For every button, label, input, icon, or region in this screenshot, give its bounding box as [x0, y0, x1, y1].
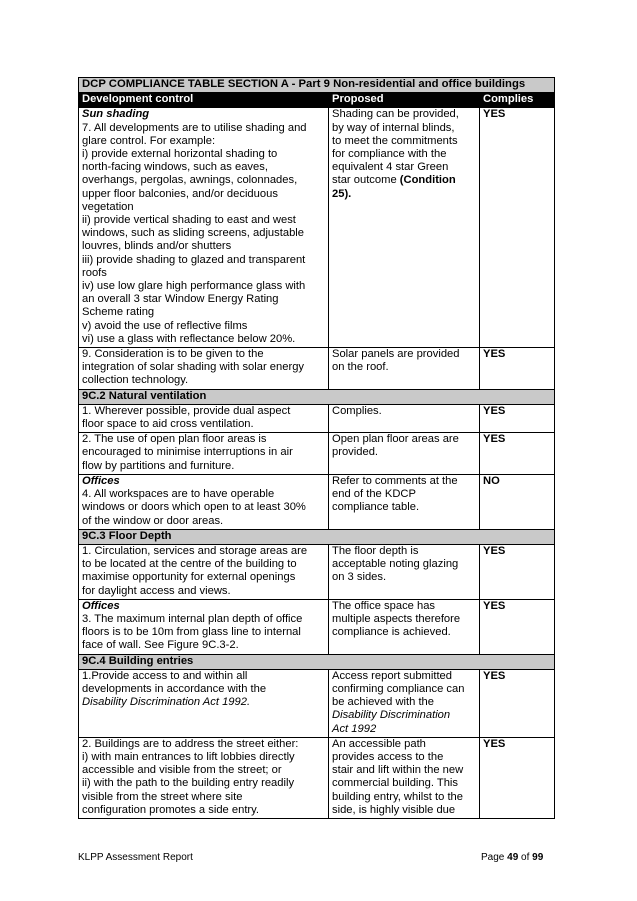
- proposed-line: The office space has: [332, 599, 436, 612]
- proposed-line: side, is highly visible due: [332, 803, 456, 816]
- control-line: ii) provide vertical shading to east and west: [82, 214, 296, 227]
- control-line: flow by partitions and furniture.: [82, 459, 235, 472]
- proposed-line: Refer to comments at the: [332, 474, 458, 487]
- proposed-text: star outcome: [332, 174, 400, 187]
- section-row: [79, 389, 555, 404]
- proposed-line: Open plan floor areas are: [332, 433, 459, 446]
- control-line: glare control. For example:: [82, 134, 216, 147]
- table-row: [79, 348, 555, 390]
- control-cell: [79, 544, 329, 599]
- proposed-cell: [329, 404, 480, 432]
- proposed-line: compliance table.: [332, 501, 420, 514]
- proposed-line: Complies.: [332, 404, 382, 417]
- control-line: configuration promotes a side entry.: [82, 803, 260, 816]
- table-header-row: [79, 93, 555, 108]
- act-reference: Disability Discrimination Act 1992.: [82, 696, 251, 709]
- control-line: 7. All developments are to utilise shading and: [82, 121, 307, 134]
- proposed-cell: [329, 669, 480, 737]
- act-reference: Act 1992: [332, 722, 377, 735]
- proposed-cell: [329, 108, 480, 348]
- complies-cell: YES: [480, 599, 555, 654]
- control-line: an overall 3 star Window Energy Rating: [82, 293, 279, 306]
- control-line: v) avoid the use of reflective films: [82, 319, 248, 332]
- control-line: i) provide external horizontal shading to: [82, 148, 278, 161]
- control-line: roofs: [82, 266, 107, 279]
- proposed-cell: [329, 474, 480, 529]
- control-line: 2. The use of open plan floor areas is: [82, 433, 267, 446]
- complies-cell: YES: [480, 433, 555, 475]
- section-heading: 9C.2 Natural ventilation: [79, 389, 555, 404]
- condition-reference: (Condition: [399, 174, 456, 187]
- proposed-line: by way of internal blinds,: [332, 121, 455, 134]
- complies-cell: YES: [480, 348, 555, 390]
- proposed-line: confirming compliance can: [332, 682, 465, 695]
- control-line: north-facing windows, such as eaves,: [82, 161, 268, 174]
- control-line: upper floor balconies, and/or deciduous: [82, 187, 278, 200]
- control-line: 9. Consideration is to be given to the: [82, 348, 264, 361]
- proposed-line: Access report submitted: [332, 669, 453, 682]
- row-subheading: Offices: [82, 599, 120, 612]
- control-line: ii) with the path to the building entry readily: [82, 777, 295, 790]
- proposed-cell: [329, 544, 480, 599]
- table-title: DCP COMPLIANCE TABLE SECTION A - Part 9 Non-residential and office buildings: [79, 78, 555, 93]
- control-line: floor space to aid cross ventilation.: [82, 418, 254, 431]
- control-cell: [79, 599, 329, 654]
- control-line: developments in accordance with the: [82, 682, 267, 695]
- condition-reference: 25).: [332, 187, 352, 200]
- act-reference: Disability Discrimination: [332, 709, 451, 722]
- table-row: [79, 544, 555, 599]
- proposed-line: provides access to the: [332, 750, 444, 763]
- section-heading: 9C.3 Floor Depth: [79, 529, 555, 544]
- table-row: [79, 404, 555, 432]
- control-line: maximise opportunity for external openings: [82, 571, 296, 584]
- control-line: 4. All workspaces are to have operable: [82, 488, 275, 501]
- header-proposed: Proposed: [329, 93, 480, 108]
- table-title-row: [79, 78, 555, 93]
- compliance-table: [78, 77, 555, 819]
- complies-cell: YES: [480, 404, 555, 432]
- control-line: windows or doors which open to at least 30%: [82, 501, 306, 514]
- control-line: vegetation: [82, 200, 134, 213]
- control-line: visible from the street where site: [82, 790, 243, 803]
- proposed-line: Solar panels are provided: [332, 348, 460, 361]
- complies-cell: YES: [480, 737, 555, 818]
- proposed-line: compliance is achieved.: [332, 626, 451, 639]
- proposed-line: The floor depth is: [332, 544, 419, 557]
- control-line: 2. Buildings are to address the street either:: [82, 737, 299, 750]
- section-heading: 9C.4 Building entries: [79, 654, 555, 669]
- control-line: face of wall. See Figure 9C.3-2.: [82, 639, 239, 652]
- table-row: [79, 599, 555, 654]
- proposed-line: [332, 174, 476, 187]
- control-line: encouraged to minimise interruptions in air: [82, 446, 293, 459]
- table-row: [79, 669, 555, 737]
- control-cell: [79, 108, 329, 348]
- control-cell: [79, 737, 329, 818]
- footer-report-name: KLPP Assessment Report: [78, 852, 193, 863]
- control-line: 3. The maximum internal plan depth of office: [82, 612, 303, 625]
- control-line: 1. Wherever possible, provide dual aspect: [82, 404, 291, 417]
- section-row: [79, 654, 555, 669]
- control-line: to be located at the centre of the building to: [82, 558, 297, 571]
- proposed-line: commercial building. This: [332, 777, 459, 790]
- page-of: of: [518, 852, 533, 863]
- control-line: overhangs, pergolas, awnings, colonnades,: [82, 174, 298, 187]
- complies-cell: NO: [480, 474, 555, 529]
- proposed-line: on the roof.: [332, 361, 389, 374]
- control-line: 1. Circulation, services and storage areas are: [82, 544, 308, 557]
- proposed-line: provided.: [332, 446, 379, 459]
- control-line: accessible and visible from the street; or: [82, 764, 282, 777]
- page-prefix: Page: [481, 852, 508, 863]
- proposed-line: equivalent 4 star Green: [332, 161, 449, 174]
- control-line: of the window or door areas.: [82, 514, 224, 527]
- control-line: Scheme rating: [82, 306, 155, 319]
- row-subheading: Sun shading: [82, 108, 150, 121]
- table-row: [79, 433, 555, 475]
- table-row: [79, 108, 555, 348]
- proposed-line: An accessible path: [332, 737, 426, 750]
- control-line: vi) use a glass with reflectance below 20%.: [82, 332, 296, 345]
- control-line: collection technology.: [82, 374, 189, 387]
- header-development-control: Development control: [79, 93, 329, 108]
- proposed-line: building entry, whilst to the: [332, 790, 464, 803]
- control-line: floors is to be 10m from glass line to internal: [82, 626, 301, 639]
- proposed-line: for compliance with the: [332, 148, 447, 161]
- proposed-line: to meet the commitments: [332, 134, 458, 147]
- control-line: windows, such as sliding screens, adjustable: [82, 227, 305, 240]
- control-line: iii) provide shading to glazed and transparent: [82, 253, 306, 266]
- proposed-cell: [329, 433, 480, 475]
- proposed-cell: [329, 599, 480, 654]
- complies-cell: YES: [480, 669, 555, 737]
- proposed-cell: [329, 737, 480, 818]
- control-cell: [79, 669, 329, 737]
- control-line: integration of solar shading with solar energy: [82, 361, 305, 374]
- proposed-line: be achieved with the: [332, 696, 434, 709]
- footer-page-number: [481, 852, 543, 863]
- proposed-cell: [329, 348, 480, 390]
- page-total: 99: [532, 852, 544, 863]
- control-line: louvres, blinds and/or shutters: [82, 240, 232, 253]
- proposed-line: end of the KDCP: [332, 488, 416, 501]
- complies-cell: YES: [480, 544, 555, 599]
- row-subheading: Offices: [82, 474, 120, 487]
- table-row: [79, 737, 555, 818]
- page-current: 49: [507, 852, 519, 863]
- section-row: [79, 529, 555, 544]
- proposed-line: multiple aspects therefore: [332, 612, 461, 625]
- control-line: 1.Provide access to and within all: [82, 669, 248, 682]
- complies-cell: YES: [480, 108, 555, 348]
- control-cell: [79, 348, 329, 390]
- control-cell: [79, 474, 329, 529]
- header-complies: Complies: [480, 93, 555, 108]
- proposed-line: acceptable noting glazing: [332, 558, 459, 571]
- proposed-line: stair and lift within the new: [332, 764, 464, 777]
- control-line: i) with main entrances to lift lobbies directly: [82, 750, 295, 763]
- control-line: for daylight access and views.: [82, 584, 231, 597]
- control-cell: [79, 433, 329, 475]
- proposed-line: on 3 sides.: [332, 571, 387, 584]
- table-row: [79, 474, 555, 529]
- control-cell: [79, 404, 329, 432]
- proposed-line: Shading can be provided,: [332, 108, 459, 121]
- control-line: iv) use low glare high performance glass with: [82, 280, 306, 293]
